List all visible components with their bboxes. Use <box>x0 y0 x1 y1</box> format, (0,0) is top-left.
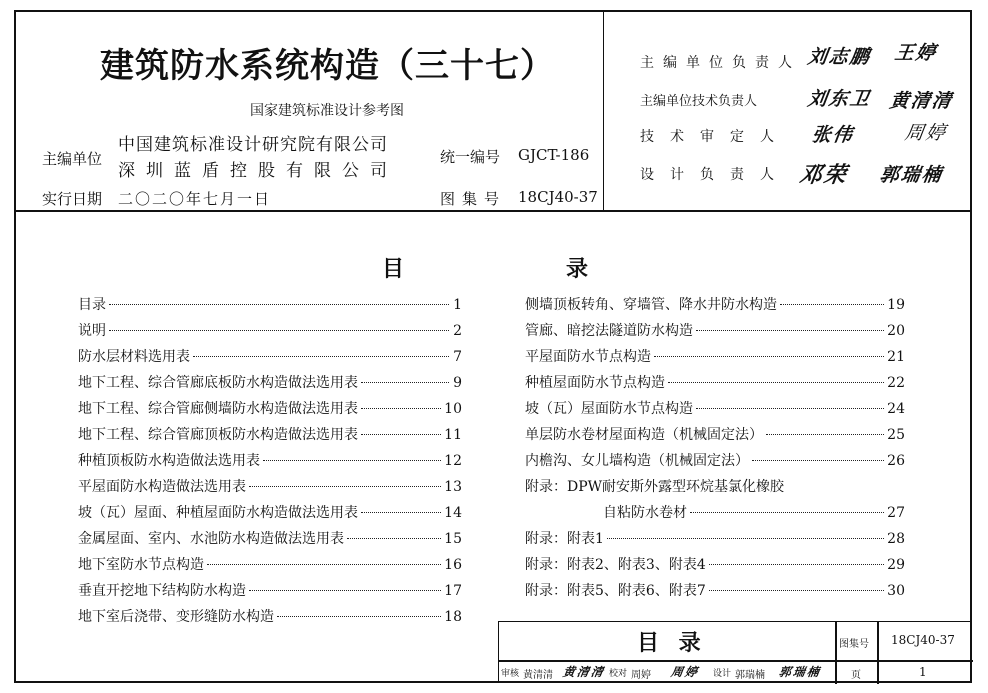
toc-entry-title: 自粘防水卷材 <box>603 505 687 521</box>
page-number: 1 <box>919 665 927 679</box>
effective-date: 二〇二〇年七月一日 <box>118 190 272 208</box>
toc-entry[interactable] <box>525 320 905 342</box>
toc-entry-title: 附录：DPW耐安斯外露型环烷基氯化橡胶 <box>525 479 785 495</box>
toc-leader <box>780 304 884 305</box>
header-divider-vertical <box>603 10 604 210</box>
toc-leader <box>347 538 441 539</box>
approval-signature: 刘志鹏 <box>806 46 873 68</box>
toc-entry-title: 种植屋面防水节点构造 <box>525 375 665 391</box>
toc-entry[interactable] <box>78 580 462 602</box>
toc-entry-title: 地下工程、综合管廊侧墙防水构造做法选用表 <box>78 401 358 417</box>
title-block-rule <box>835 622 837 684</box>
toc-leader <box>277 616 441 617</box>
toc-leader <box>249 590 441 591</box>
toc-entry-page: 25 <box>887 427 905 443</box>
toc-entry[interactable] <box>525 294 905 316</box>
toc-leader <box>696 330 884 331</box>
toc-entry-title: 平屋面防水构造做法选用表 <box>78 479 246 495</box>
toc-leader <box>752 460 884 461</box>
approval-role: 主编单位技术负责人 <box>640 94 758 109</box>
toc-leader <box>361 382 449 383</box>
check-signature: 周婷 <box>669 665 700 679</box>
toc-entry-page: 26 <box>887 453 905 469</box>
title-block-atlas-no: 18CJ40-37 <box>891 633 955 647</box>
toc-entry[interactable] <box>78 294 462 316</box>
toc-entry[interactable] <box>525 528 905 550</box>
toc-leader <box>709 590 884 591</box>
toc-entry[interactable] <box>78 320 462 342</box>
toc-entry[interactable] <box>78 502 462 524</box>
toc-entry[interactable] <box>78 372 462 394</box>
toc-entry[interactable] <box>78 346 462 368</box>
toc-entry[interactable] <box>525 372 905 394</box>
toc-entry[interactable] <box>603 502 905 524</box>
chief-unit-label: 主编单位 <box>42 150 103 168</box>
toc-entry-page: 9 <box>453 375 462 391</box>
toc-entry-page: 15 <box>444 531 462 547</box>
toc-entry[interactable] <box>78 398 462 420</box>
toc-leader <box>654 356 884 357</box>
toc-entry-page: 11 <box>444 427 462 443</box>
toc-entry[interactable] <box>525 450 905 472</box>
toc-entry-title: 目录 <box>78 297 106 313</box>
unified-no: GJCT-186 <box>518 146 590 164</box>
toc-entry-title: 金属屋面、室内、水池防水构造做法选用表 <box>78 531 344 547</box>
toc-entry-title: 坡（瓦）屋面、种植屋面防水构造做法选用表 <box>78 505 358 521</box>
toc-entry-title: 种植顶板防水构造做法选用表 <box>78 453 260 469</box>
toc-leader <box>607 538 884 539</box>
toc-leader <box>263 460 441 461</box>
title-block-rule <box>499 660 973 662</box>
review-signature: 黄清清 <box>561 665 606 679</box>
toc-leader <box>361 512 441 513</box>
title-block-rule <box>877 622 879 684</box>
toc-entry[interactable] <box>525 476 905 498</box>
toc-leader <box>109 304 449 305</box>
approval-signature: 郭瑞楠 <box>878 164 945 186</box>
toc-entry-page: 1 <box>453 297 462 313</box>
title-block <box>498 621 972 683</box>
title-block-atlas-label: 图集号 <box>839 639 869 650</box>
toc-leader <box>766 434 884 435</box>
atlas-no-label: 图集号 <box>440 190 507 208</box>
toc-entry-page: 10 <box>444 401 462 417</box>
header-divider-horizontal <box>14 210 972 212</box>
toc-entry[interactable] <box>525 398 905 420</box>
toc-entry[interactable] <box>525 554 905 576</box>
toc-entry-page: 21 <box>887 349 905 365</box>
toc-entry-page: 2 <box>453 323 462 339</box>
toc-entry-page: 30 <box>887 583 905 599</box>
chief-unit-2: 深圳蓝盾控股有限公司 <box>118 161 398 181</box>
toc-entry-title: 内檐沟、女儿墙构造（机械固定法） <box>525 453 749 469</box>
check-name: 周婷 <box>631 670 651 681</box>
toc-entry-page: 27 <box>887 505 905 521</box>
toc-entry-title: 平屋面防水节点构造 <box>525 349 651 365</box>
toc-leader <box>193 356 449 357</box>
toc-entry-title: 防水层材料选用表 <box>78 349 190 365</box>
toc-entry-title: 地下室后浇带、变形缝防水构造 <box>78 609 274 625</box>
toc-leader <box>696 408 884 409</box>
toc-entry-page: 20 <box>887 323 905 339</box>
effective-date-label: 实行日期 <box>42 190 103 208</box>
design-name: 郭瑞楠 <box>735 670 765 681</box>
approval-signature: 邓荣 <box>797 162 850 188</box>
toc-leader <box>690 512 884 513</box>
approval-signature: 张伟 <box>810 124 856 146</box>
approval-role: 主编单位负责人 <box>640 55 801 71</box>
toc-entry-title: 单层防水卷材屋面构造（机械固定法） <box>525 427 763 443</box>
toc-entry[interactable] <box>525 580 905 602</box>
toc-entry[interactable] <box>525 346 905 368</box>
toc-entry-page: 18 <box>444 609 462 625</box>
toc-entry-title: 坡（瓦）屋面防水节点构造 <box>525 401 693 417</box>
toc-entry[interactable] <box>525 424 905 446</box>
toc-entry-page: 13 <box>444 479 462 495</box>
atlas-no: 18CJ40-37 <box>518 188 598 206</box>
approval-signature: 王婷 <box>893 42 939 64</box>
toc-entry-page: 19 <box>887 297 905 313</box>
sheet-title: 目 录 <box>637 631 707 656</box>
check-label: 校对 <box>609 669 628 679</box>
toc-entry-title: 管廊、暗挖法隧道防水构造 <box>525 323 693 339</box>
toc-entry-page: 16 <box>444 557 462 573</box>
toc-entry[interactable] <box>78 424 462 446</box>
toc-entry-page: 14 <box>444 505 462 521</box>
toc-entry-title: 附录：附表5、附表6、附表7 <box>525 583 706 599</box>
toc-entry[interactable] <box>78 606 462 628</box>
toc-leader <box>668 382 884 383</box>
review-name: 黄清清 <box>523 670 553 681</box>
review-label: 审核 <box>501 669 520 679</box>
document-subtitle: 国家建筑标准设计参考图 <box>250 103 404 119</box>
toc-entry-page: 22 <box>887 375 905 391</box>
document-title: 建筑防水系统构造（三十七） <box>100 46 555 86</box>
toc-entry[interactable] <box>78 450 462 472</box>
toc-entry-title: 说明 <box>78 323 106 339</box>
toc-entry-page: 7 <box>453 349 462 365</box>
toc-entry-page: 12 <box>444 453 462 469</box>
approval-role: 设计负责人 <box>640 167 790 183</box>
toc-title-left: 目 <box>382 257 405 282</box>
toc-entry[interactable] <box>78 476 462 498</box>
page-label: 页 <box>851 670 861 681</box>
toc-entry-title: 侧墙顶板转角、穿墙管、降水井防水构造 <box>525 297 777 313</box>
design-label: 设计 <box>713 669 732 679</box>
toc-entry-title: 地下室防水节点构造 <box>78 557 204 573</box>
toc-entry-page: 28 <box>887 531 905 547</box>
toc-entry-page: 24 <box>887 401 905 417</box>
toc-leader <box>361 408 441 409</box>
approval-signature: 周婷 <box>903 122 949 144</box>
toc-entry-title: 地下工程、综合管廊底板防水构造做法选用表 <box>78 375 358 391</box>
toc-leader <box>361 434 441 435</box>
approval-signature: 刘东卫 <box>806 88 873 110</box>
toc-entry-page: 17 <box>444 583 462 599</box>
toc-entry[interactable] <box>78 554 462 576</box>
toc-entry-title: 附录：附表1 <box>525 531 604 547</box>
chief-unit-1: 中国建筑标准设计研究院有限公司 <box>118 135 388 155</box>
toc-entry-title: 地下工程、综合管廊顶板防水构造做法选用表 <box>78 427 358 443</box>
toc-entry-page: 29 <box>887 557 905 573</box>
approval-signature: 黄清清 <box>888 90 955 112</box>
unified-no-label: 统一编号 <box>440 148 501 166</box>
toc-title-right: 录 <box>566 257 589 282</box>
toc-leader <box>207 564 441 565</box>
approval-role: 技术审定人 <box>640 129 790 145</box>
toc-entry-title: 垂直开挖地下结构防水构造 <box>78 583 246 599</box>
toc-leader <box>249 486 441 487</box>
design-signature: 郭瑞楠 <box>777 665 822 679</box>
toc-leader <box>109 330 449 331</box>
toc-leader <box>709 564 884 565</box>
toc-entry[interactable] <box>78 528 462 550</box>
toc-entry-title: 附录：附表2、附表3、附表4 <box>525 557 706 573</box>
